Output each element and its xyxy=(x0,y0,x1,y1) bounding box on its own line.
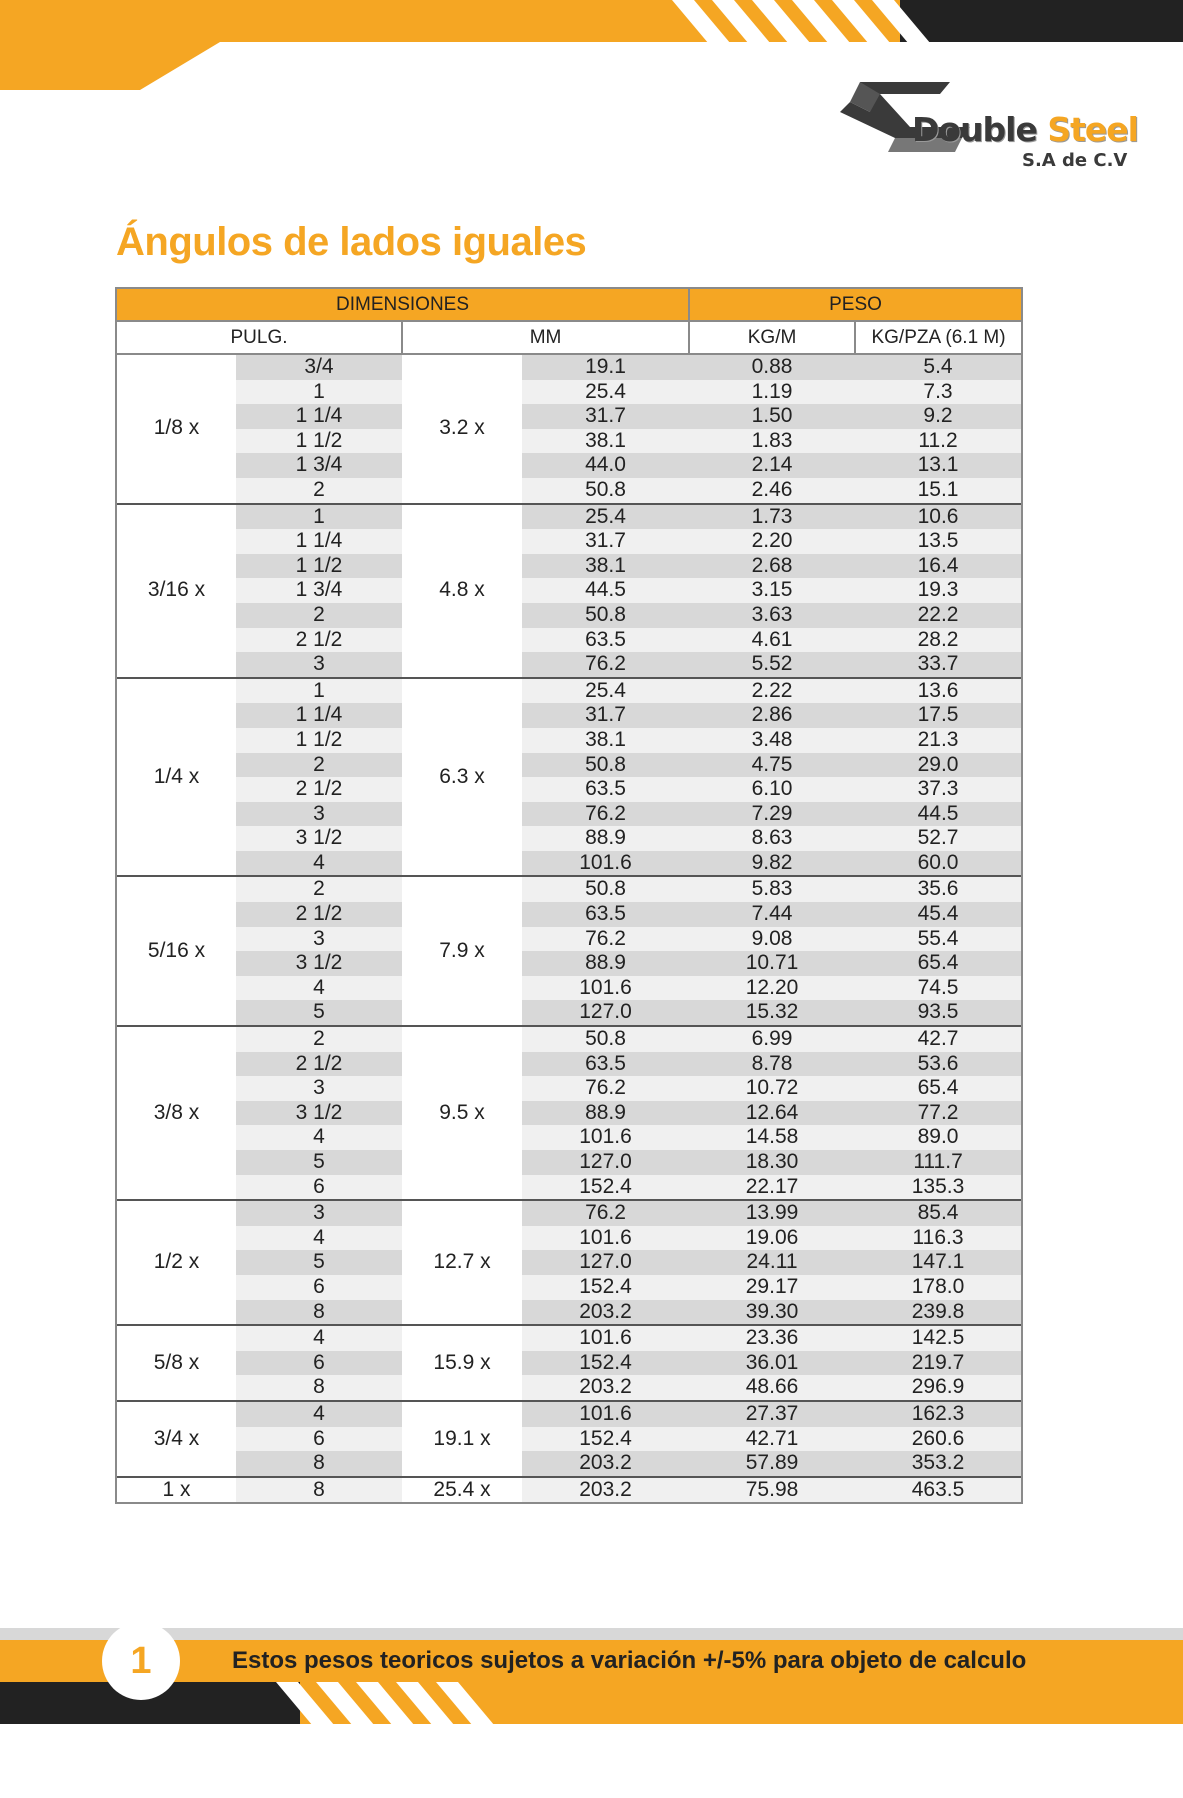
side-mm-cell: 88.9 xyxy=(522,951,689,976)
table-row xyxy=(117,1300,1021,1326)
kg-m-cell: 1.83 xyxy=(689,429,855,454)
side-pulg-cell: 3 xyxy=(236,1200,402,1226)
table-row xyxy=(117,851,1021,877)
side-mm-cell: 31.7 xyxy=(522,404,689,429)
kg-pza-cell: 219.7 xyxy=(855,1351,1021,1376)
table-row xyxy=(117,1401,1021,1427)
side-mm-cell: 38.1 xyxy=(522,554,689,579)
kg-m-cell: 2.20 xyxy=(689,529,855,554)
side-pulg-cell: 1 xyxy=(236,380,402,405)
thickness-pulg-cell: 3/4 x xyxy=(117,1401,236,1477)
col-header-kg-m: KG/M xyxy=(689,321,855,354)
kg-m-cell: 2.22 xyxy=(689,678,855,704)
kg-pza-cell: 147.1 xyxy=(855,1250,1021,1275)
side-mm-cell: 101.6 xyxy=(522,1401,689,1427)
side-mm-cell: 31.7 xyxy=(522,703,689,728)
col-header-pulg: PULG. xyxy=(117,321,402,354)
weights-table xyxy=(115,287,1023,1504)
side-mm-cell: 25.4 xyxy=(522,678,689,704)
kg-pza-cell: 162.3 xyxy=(855,1401,1021,1427)
side-mm-cell: 101.6 xyxy=(522,1226,689,1251)
side-pulg-cell: 2 xyxy=(236,603,402,628)
table-row xyxy=(117,453,1021,478)
kg-m-cell: 48.66 xyxy=(689,1375,855,1401)
side-pulg-cell: 3 1/2 xyxy=(236,1101,402,1126)
side-mm-cell: 127.0 xyxy=(522,1250,689,1275)
table-row xyxy=(117,554,1021,579)
table-body xyxy=(117,354,1021,1502)
kg-pza-cell: 45.4 xyxy=(855,902,1021,927)
side-pulg-cell: 1 1/2 xyxy=(236,728,402,753)
side-mm-cell: 50.8 xyxy=(522,1026,689,1052)
side-pulg-cell: 6 xyxy=(236,1275,402,1300)
side-pulg-cell: 6 xyxy=(236,1351,402,1376)
thickness-pulg-cell: 1/4 x xyxy=(117,678,236,877)
thickness-mm-cell: 6.3 x xyxy=(402,678,522,877)
side-mm-cell: 88.9 xyxy=(522,826,689,851)
thickness-mm-cell: 15.9 x xyxy=(402,1325,522,1401)
side-mm-cell: 63.5 xyxy=(522,902,689,927)
side-mm-cell: 127.0 xyxy=(522,1150,689,1175)
side-mm-cell: 50.8 xyxy=(522,478,689,504)
side-mm-cell: 44.0 xyxy=(522,453,689,478)
side-pulg-cell: 1 1/4 xyxy=(236,529,402,554)
kg-pza-cell: 77.2 xyxy=(855,1101,1021,1126)
kg-m-cell: 5.52 xyxy=(689,652,855,678)
thickness-pulg-cell: 1 x xyxy=(117,1477,236,1503)
kg-pza-cell: 93.5 xyxy=(855,1000,1021,1026)
table-row xyxy=(117,927,1021,952)
kg-pza-cell: 44.5 xyxy=(855,802,1021,827)
table-row xyxy=(117,728,1021,753)
footer-note: Estos pesos teoricos sujetos a variación +/-5% para objeto de calculo xyxy=(232,1647,1027,1674)
side-mm-cell: 31.7 xyxy=(522,529,689,554)
table-row xyxy=(117,1150,1021,1175)
group-header-dimensiones: DIMENSIONES xyxy=(117,289,689,321)
side-mm-cell: 203.2 xyxy=(522,1451,689,1477)
kg-m-cell: 9.82 xyxy=(689,851,855,877)
side-pulg-cell: 2 xyxy=(236,876,402,902)
side-mm-cell: 203.2 xyxy=(522,1375,689,1401)
table-row xyxy=(117,1000,1021,1026)
thickness-pulg-cell: 5/8 x xyxy=(117,1325,236,1401)
side-pulg-cell: 4 xyxy=(236,1125,402,1150)
thickness-pulg-cell: 5/16 x xyxy=(117,876,236,1026)
table-row xyxy=(117,1101,1021,1126)
table-row xyxy=(117,902,1021,927)
side-pulg-cell: 8 xyxy=(236,1451,402,1477)
side-pulg-cell: 1 1/2 xyxy=(236,554,402,579)
side-pulg-cell: 3 1/2 xyxy=(236,951,402,976)
side-pulg-cell: 3 xyxy=(236,652,402,678)
side-pulg-cell: 8 xyxy=(236,1477,402,1503)
table-row xyxy=(117,1026,1021,1052)
header-dark-band xyxy=(900,0,1183,42)
side-mm-cell: 44.5 xyxy=(522,578,689,603)
kg-m-cell: 39.30 xyxy=(689,1300,855,1326)
table-row xyxy=(117,1375,1021,1401)
side-pulg-cell: 1 1/4 xyxy=(236,703,402,728)
kg-m-cell: 4.61 xyxy=(689,628,855,653)
side-pulg-cell: 6 xyxy=(236,1175,402,1201)
kg-pza-cell: 13.1 xyxy=(855,453,1021,478)
side-mm-cell: 19.1 xyxy=(522,354,689,380)
side-pulg-cell: 4 xyxy=(236,1226,402,1251)
table-row xyxy=(117,429,1021,454)
kg-pza-cell: 16.4 xyxy=(855,554,1021,579)
kg-pza-cell: 5.4 xyxy=(855,354,1021,380)
kg-pza-cell: 178.0 xyxy=(855,1275,1021,1300)
thickness-mm-cell: 25.4 x xyxy=(402,1477,522,1503)
thickness-pulg-cell: 3/8 x xyxy=(117,1026,236,1200)
logo-subtitle: S.A de C.V xyxy=(1022,150,1128,171)
kg-m-cell: 7.44 xyxy=(689,902,855,927)
side-pulg-cell: 1 xyxy=(236,504,402,530)
kg-pza-cell: 142.5 xyxy=(855,1325,1021,1351)
side-mm-cell: 38.1 xyxy=(522,429,689,454)
side-pulg-cell: 2 xyxy=(236,1026,402,1052)
table-row xyxy=(117,1226,1021,1251)
side-mm-cell: 63.5 xyxy=(522,628,689,653)
kg-m-cell: 3.48 xyxy=(689,728,855,753)
kg-m-cell: 4.75 xyxy=(689,753,855,778)
kg-m-cell: 7.29 xyxy=(689,802,855,827)
side-pulg-cell: 5 xyxy=(236,1150,402,1175)
side-mm-cell: 101.6 xyxy=(522,976,689,1001)
kg-pza-cell: 52.7 xyxy=(855,826,1021,851)
side-mm-cell: 127.0 xyxy=(522,1000,689,1026)
page-title: Ángulos de lados iguales xyxy=(116,220,587,264)
kg-m-cell: 2.46 xyxy=(689,478,855,504)
logo-wordmark: Double Steel xyxy=(912,110,1138,149)
table-row xyxy=(117,578,1021,603)
kg-pza-cell: 33.7 xyxy=(855,652,1021,678)
kg-pza-cell: 65.4 xyxy=(855,1076,1021,1101)
page-number: 1 xyxy=(130,1640,152,1682)
kg-pza-cell: 19.3 xyxy=(855,578,1021,603)
kg-pza-cell: 260.6 xyxy=(855,1427,1021,1452)
thickness-pulg-cell: 1/2 x xyxy=(117,1200,236,1325)
side-pulg-cell: 5 xyxy=(236,1000,402,1026)
side-mm-cell: 152.4 xyxy=(522,1275,689,1300)
table-row xyxy=(117,354,1021,380)
side-pulg-cell: 3 xyxy=(236,802,402,827)
header-tab-slant xyxy=(140,42,220,90)
thickness-mm-cell: 19.1 x xyxy=(402,1401,522,1477)
thickness-mm-cell: 7.9 x xyxy=(402,876,522,1026)
group-header-peso: PESO xyxy=(689,289,1021,321)
kg-pza-cell: 74.5 xyxy=(855,976,1021,1001)
side-mm-cell: 203.2 xyxy=(522,1477,689,1503)
kg-m-cell: 9.08 xyxy=(689,927,855,952)
kg-m-cell: 6.99 xyxy=(689,1026,855,1052)
kg-m-cell: 12.20 xyxy=(689,976,855,1001)
kg-pza-cell: 10.6 xyxy=(855,504,1021,530)
kg-m-cell: 27.37 xyxy=(689,1401,855,1427)
side-mm-cell: 101.6 xyxy=(522,851,689,877)
table-row xyxy=(117,753,1021,778)
col-header-kg-pza: KG/PZA (6.1 M) xyxy=(855,321,1021,354)
side-mm-cell: 76.2 xyxy=(522,1200,689,1226)
side-pulg-cell: 1 1/4 xyxy=(236,404,402,429)
side-mm-cell: 88.9 xyxy=(522,1101,689,1126)
thickness-pulg-cell: 3/16 x xyxy=(117,504,236,678)
table-row xyxy=(117,1351,1021,1376)
side-mm-cell: 50.8 xyxy=(522,753,689,778)
side-mm-cell: 50.8 xyxy=(522,876,689,902)
side-pulg-cell: 8 xyxy=(236,1300,402,1326)
kg-m-cell: 10.72 xyxy=(689,1076,855,1101)
table-row xyxy=(117,603,1021,628)
kg-m-cell: 29.17 xyxy=(689,1275,855,1300)
side-pulg-cell: 4 xyxy=(236,1401,402,1427)
table-row xyxy=(117,1175,1021,1201)
kg-pza-cell: 9.2 xyxy=(855,404,1021,429)
kg-pza-cell: 60.0 xyxy=(855,851,1021,877)
side-pulg-cell: 1 3/4 xyxy=(236,453,402,478)
table-row xyxy=(117,1250,1021,1275)
table-row xyxy=(117,380,1021,405)
side-pulg-cell: 3 xyxy=(236,927,402,952)
kg-pza-cell: 111.7 xyxy=(855,1150,1021,1175)
kg-m-cell: 2.14 xyxy=(689,453,855,478)
side-pulg-cell: 4 xyxy=(236,976,402,1001)
side-pulg-cell: 2 xyxy=(236,478,402,504)
kg-pza-cell: 21.3 xyxy=(855,728,1021,753)
table-row xyxy=(117,1427,1021,1452)
kg-m-cell: 3.63 xyxy=(689,603,855,628)
table-row xyxy=(117,802,1021,827)
thickness-mm-cell: 9.5 x xyxy=(402,1026,522,1200)
table-row xyxy=(117,876,1021,902)
kg-m-cell: 8.78 xyxy=(689,1052,855,1077)
kg-pza-cell: 53.6 xyxy=(855,1052,1021,1077)
side-pulg-cell: 2 xyxy=(236,753,402,778)
kg-m-cell: 10.71 xyxy=(689,951,855,976)
kg-pza-cell: 13.5 xyxy=(855,529,1021,554)
side-pulg-cell: 3 xyxy=(236,1076,402,1101)
table-row xyxy=(117,1052,1021,1077)
side-mm-cell: 76.2 xyxy=(522,652,689,678)
side-mm-cell: 101.6 xyxy=(522,1125,689,1150)
kg-pza-cell: 116.3 xyxy=(855,1226,1021,1251)
kg-m-cell: 42.71 xyxy=(689,1427,855,1452)
kg-pza-cell: 296.9 xyxy=(855,1375,1021,1401)
kg-pza-cell: 55.4 xyxy=(855,927,1021,952)
table-row xyxy=(117,529,1021,554)
table-row xyxy=(117,703,1021,728)
kg-pza-cell: 353.2 xyxy=(855,1451,1021,1477)
side-pulg-cell: 1 3/4 xyxy=(236,578,402,603)
kg-pza-cell: 13.6 xyxy=(855,678,1021,704)
side-pulg-cell: 5 xyxy=(236,1250,402,1275)
table-row xyxy=(117,1125,1021,1150)
side-mm-cell: 25.4 xyxy=(522,504,689,530)
kg-m-cell: 2.86 xyxy=(689,703,855,728)
side-mm-cell: 63.5 xyxy=(522,777,689,802)
side-pulg-cell: 2 1/2 xyxy=(236,777,402,802)
col-header-mm: MM xyxy=(402,321,689,354)
side-mm-cell: 152.4 xyxy=(522,1175,689,1201)
kg-m-cell: 1.50 xyxy=(689,404,855,429)
table-row xyxy=(117,1076,1021,1101)
side-pulg-cell: 2 1/2 xyxy=(236,628,402,653)
kg-m-cell: 8.63 xyxy=(689,826,855,851)
kg-m-cell: 3.15 xyxy=(689,578,855,603)
kg-pza-cell: 22.2 xyxy=(855,603,1021,628)
kg-m-cell: 23.36 xyxy=(689,1325,855,1351)
side-mm-cell: 63.5 xyxy=(522,1052,689,1077)
table-row xyxy=(117,1451,1021,1477)
kg-m-cell: 14.58 xyxy=(689,1125,855,1150)
thickness-pulg-cell: 1/8 x xyxy=(117,354,236,504)
thickness-mm-cell: 4.8 x xyxy=(402,504,522,678)
table-row xyxy=(117,628,1021,653)
side-mm-cell: 76.2 xyxy=(522,1076,689,1101)
side-mm-cell: 203.2 xyxy=(522,1300,689,1326)
kg-pza-cell: 239.8 xyxy=(855,1300,1021,1326)
kg-m-cell: 22.17 xyxy=(689,1175,855,1201)
table-row xyxy=(117,678,1021,704)
table-row xyxy=(117,1325,1021,1351)
kg-pza-cell: 35.6 xyxy=(855,876,1021,902)
side-mm-cell: 76.2 xyxy=(522,802,689,827)
kg-m-cell: 18.30 xyxy=(689,1150,855,1175)
kg-m-cell: 36.01 xyxy=(689,1351,855,1376)
table-row xyxy=(117,478,1021,504)
kg-pza-cell: 463.5 xyxy=(855,1477,1021,1503)
kg-m-cell: 2.68 xyxy=(689,554,855,579)
side-pulg-cell: 4 xyxy=(236,1325,402,1351)
table-row xyxy=(117,951,1021,976)
kg-m-cell: 0.88 xyxy=(689,354,855,380)
side-mm-cell: 101.6 xyxy=(522,1325,689,1351)
kg-pza-cell: 85.4 xyxy=(855,1200,1021,1226)
kg-pza-cell: 29.0 xyxy=(855,753,1021,778)
kg-m-cell: 24.11 xyxy=(689,1250,855,1275)
side-pulg-cell: 6 xyxy=(236,1427,402,1452)
table-row xyxy=(117,504,1021,530)
kg-m-cell: 19.06 xyxy=(689,1226,855,1251)
company-logo xyxy=(840,72,1138,182)
kg-pza-cell: 65.4 xyxy=(855,951,1021,976)
side-pulg-cell: 8 xyxy=(236,1375,402,1401)
kg-pza-cell: 7.3 xyxy=(855,380,1021,405)
kg-m-cell: 75.98 xyxy=(689,1477,855,1503)
side-mm-cell: 152.4 xyxy=(522,1427,689,1452)
kg-pza-cell: 89.0 xyxy=(855,1125,1021,1150)
side-mm-cell: 50.8 xyxy=(522,603,689,628)
table-row xyxy=(117,1477,1021,1503)
header-tab xyxy=(0,42,140,90)
side-pulg-cell: 1 1/2 xyxy=(236,429,402,454)
thickness-mm-cell: 3.2 x xyxy=(402,354,522,504)
table-row xyxy=(117,1200,1021,1226)
kg-pza-cell: 17.5 xyxy=(855,703,1021,728)
kg-pza-cell: 15.1 xyxy=(855,478,1021,504)
side-pulg-cell: 3/4 xyxy=(236,354,402,380)
table-row xyxy=(117,404,1021,429)
kg-m-cell: 1.19 xyxy=(689,380,855,405)
side-pulg-cell: 2 1/2 xyxy=(236,1052,402,1077)
side-pulg-cell: 4 xyxy=(236,851,402,877)
kg-pza-cell: 11.2 xyxy=(855,429,1021,454)
kg-m-cell: 15.32 xyxy=(689,1000,855,1026)
kg-pza-cell: 42.7 xyxy=(855,1026,1021,1052)
side-pulg-cell: 3 1/2 xyxy=(236,826,402,851)
kg-pza-cell: 135.3 xyxy=(855,1175,1021,1201)
side-pulg-cell: 2 1/2 xyxy=(236,902,402,927)
table-row xyxy=(117,1275,1021,1300)
kg-m-cell: 12.64 xyxy=(689,1101,855,1126)
kg-m-cell: 5.83 xyxy=(689,876,855,902)
kg-pza-cell: 37.3 xyxy=(855,777,1021,802)
kg-m-cell: 57.89 xyxy=(689,1451,855,1477)
side-mm-cell: 76.2 xyxy=(522,927,689,952)
kg-pza-cell: 28.2 xyxy=(855,628,1021,653)
side-mm-cell: 25.4 xyxy=(522,380,689,405)
table-row xyxy=(117,652,1021,678)
table-row xyxy=(117,826,1021,851)
kg-m-cell: 6.10 xyxy=(689,777,855,802)
side-mm-cell: 152.4 xyxy=(522,1351,689,1376)
kg-m-cell: 1.73 xyxy=(689,504,855,530)
thickness-mm-cell: 12.7 x xyxy=(402,1200,522,1325)
side-pulg-cell: 1 xyxy=(236,678,402,704)
table-row xyxy=(117,777,1021,802)
side-mm-cell: 38.1 xyxy=(522,728,689,753)
kg-m-cell: 13.99 xyxy=(689,1200,855,1226)
table-row xyxy=(117,976,1021,1001)
